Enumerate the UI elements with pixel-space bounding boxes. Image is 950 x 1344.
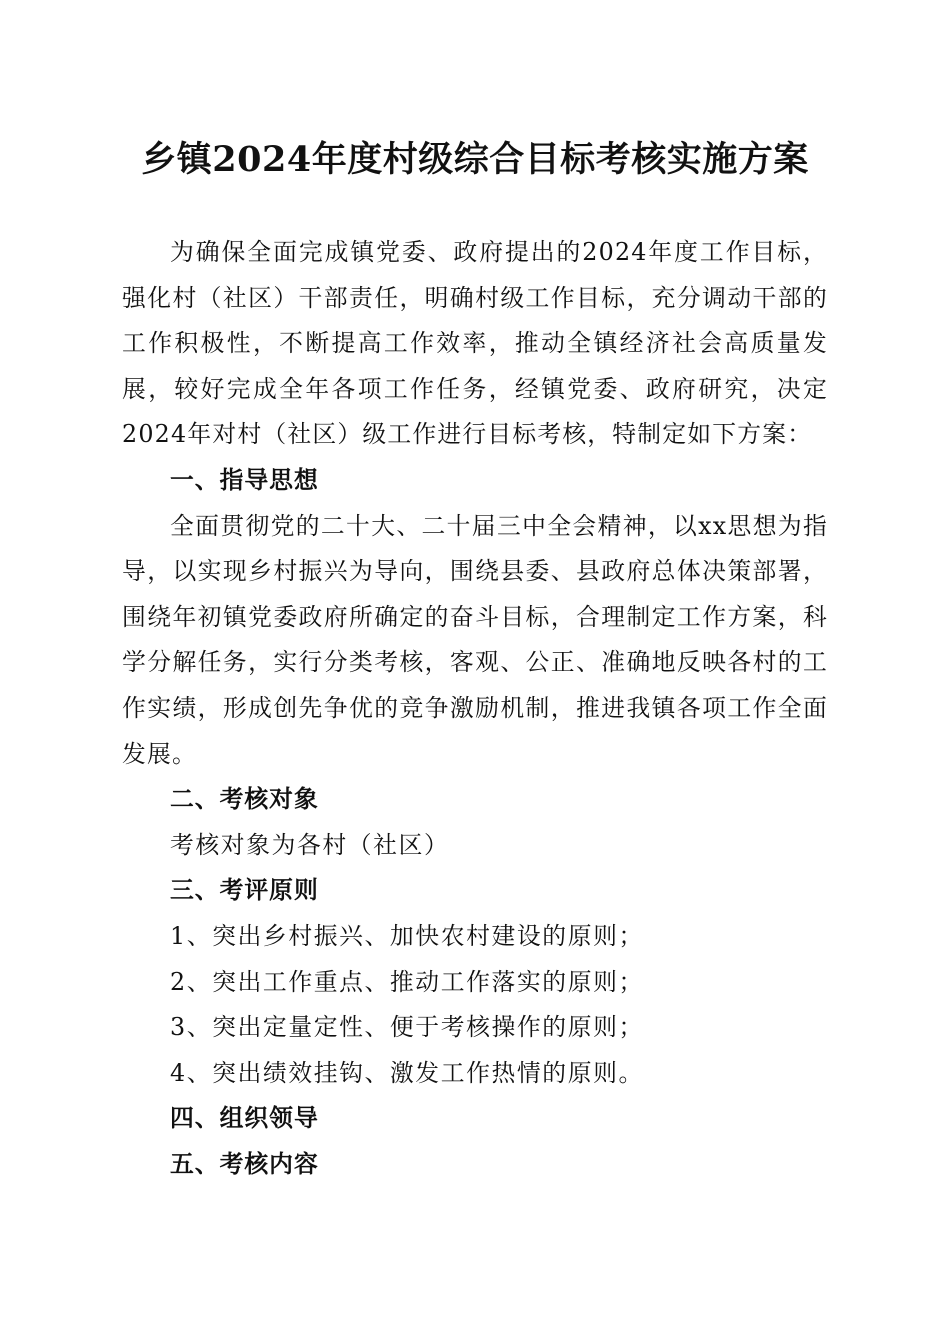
section-heading-evaluation-principles: 三、考评原则	[170, 876, 319, 905]
section-heading-assessment-target: 二、考核对象	[170, 785, 319, 814]
intro-paragraph: 为确保全面完成镇党委、政府提出的2024年度工作目标，强化村（社区）干部责任，明确村级工作目标，充分调动干部的工作积极性，不断提高工作效率，推动全镇经济社会高质量发展，较好完成全年各项工作任务，经镇党委、政府研究，决定2024年对村（社区）级工作进行目标考核，特制定如下方案：	[122, 238, 828, 449]
principle-item: 4、突出绩效挂钩、激发工作热情的原则。	[170, 1058, 644, 1087]
principle-item: 1、突出乡村振兴、加快农村建设的原则；	[170, 921, 644, 950]
assessment-target-text: 考核对象为各村（社区）	[170, 830, 450, 859]
document-body	[122, 230, 828, 1187]
section-heading-assessment-content: 五、考核内容	[170, 1149, 319, 1178]
section-heading-organization: 四、组织领导	[170, 1104, 319, 1133]
document-title: 乡镇2024年度村级综合目标考核实施方案	[141, 139, 809, 180]
principle-item: 3、突出定量定性、便于考核操作的原则；	[170, 1013, 644, 1042]
section-heading-guiding-thought: 一、指导思想	[170, 465, 319, 494]
guiding-thought-paragraph: 全面贯彻党的二十大、二十届三中全会精神，以xx思想为指导，以实现乡村振兴为导向，围绕县委、县政府总体决策部署，围绕年初镇党委政府所确定的奋斗目标，合理制定工作方案，科学分解任务，实行分类考核，客观、公正、准确地反映各村的工作实绩，形成创先争优的竞争激励机制，推进我镇各项工作全面发展。	[122, 511, 828, 768]
principle-item: 2、突出工作重点、推动工作落实的原则；	[170, 967, 644, 996]
